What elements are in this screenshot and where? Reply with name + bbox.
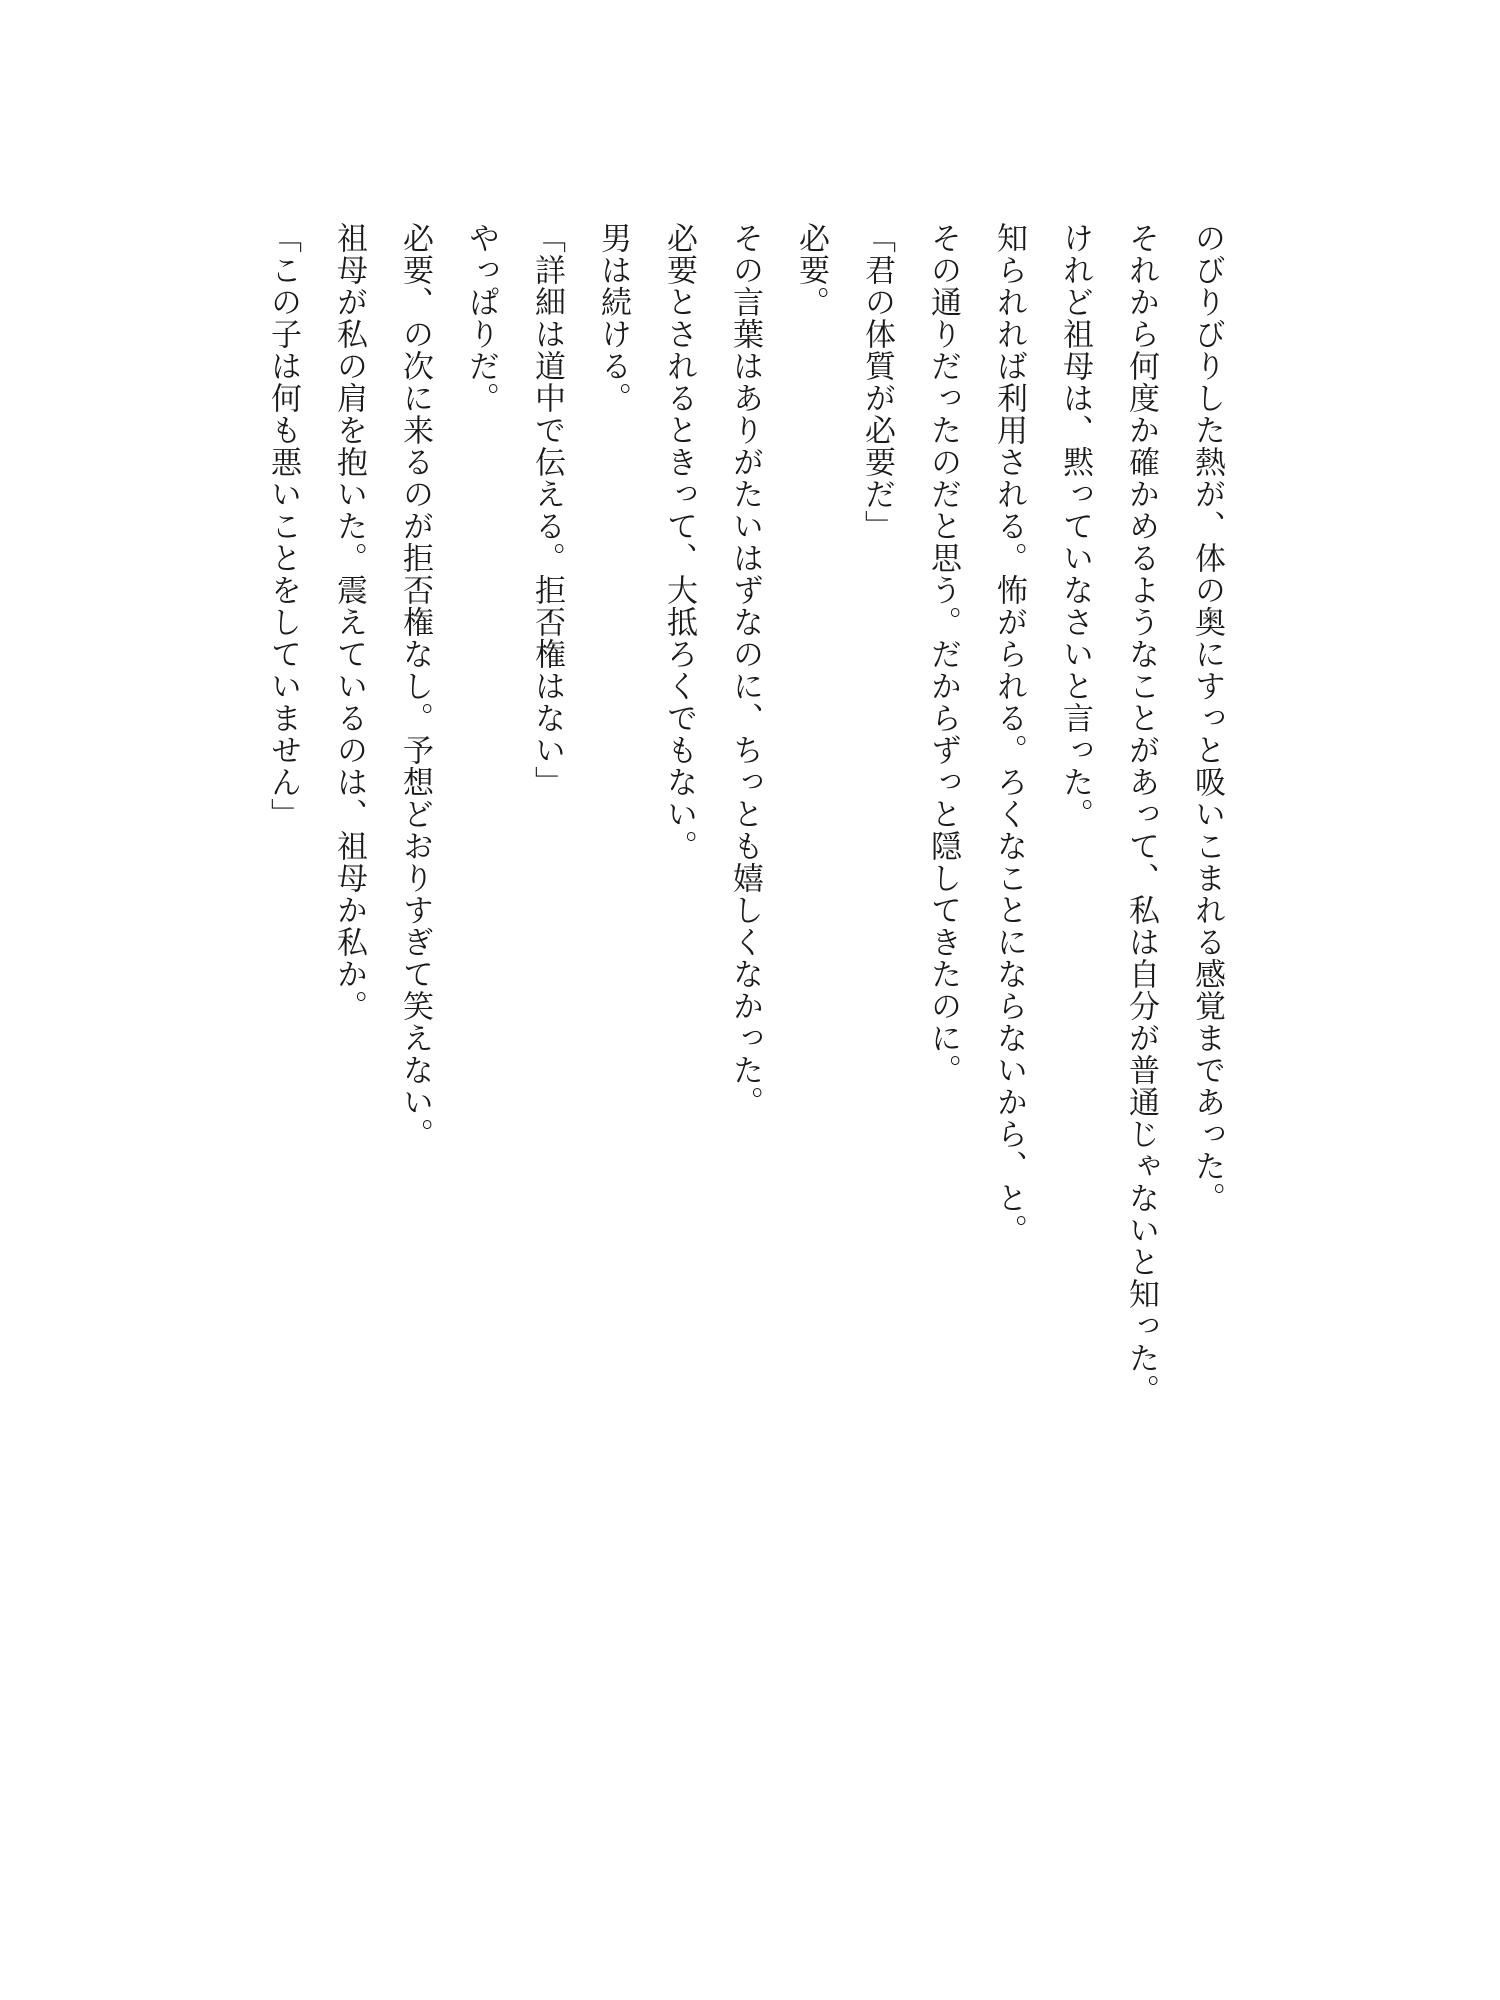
text-line: やっぱりだ。 <box>463 222 499 414</box>
vertical-text-body <box>255 222 1235 1522</box>
text-line: その言葉はありがたいはずなのに、ちっとも嬉しくなかった。 <box>727 222 763 1118</box>
text-line: 必要。 <box>793 222 829 318</box>
text-line: のびりびりした熱が、体の奥にすっと吸いこまれる感覚まであった。 <box>1189 222 1225 1214</box>
text-line: 「この子は何も悪いことをしていません」 <box>265 222 301 830</box>
text-line: その通りだったのだと思う。だからずっと隠してきたのに。 <box>925 222 961 1086</box>
text-line: 知られれば利用される。怖がられる。ろくなことにならないから、と。 <box>991 222 1027 1246</box>
text-line: 祖母が私の肩を抱いた。震えているのは、祖母か私か。 <box>331 222 367 1022</box>
text-line: 「詳細は道中で伝える。拒否権はない」 <box>529 222 565 798</box>
text-line: 必要、の次に来るのが拒否権なし。予想どおりすぎて笑えない。 <box>397 222 433 1150</box>
text-line: けれど祖母は、黙っていなさいと言った。 <box>1057 222 1093 830</box>
text-line: 男は続ける。 <box>595 222 631 414</box>
text-line: それから何度か確かめるようなことがあって、私は自分が普通じゃないと知った。 <box>1123 222 1159 1406</box>
text-line: 必要とされるときって、大抵ろくでもない。 <box>661 222 697 862</box>
text-line: 「君の体質が必要だ」 <box>859 222 895 542</box>
